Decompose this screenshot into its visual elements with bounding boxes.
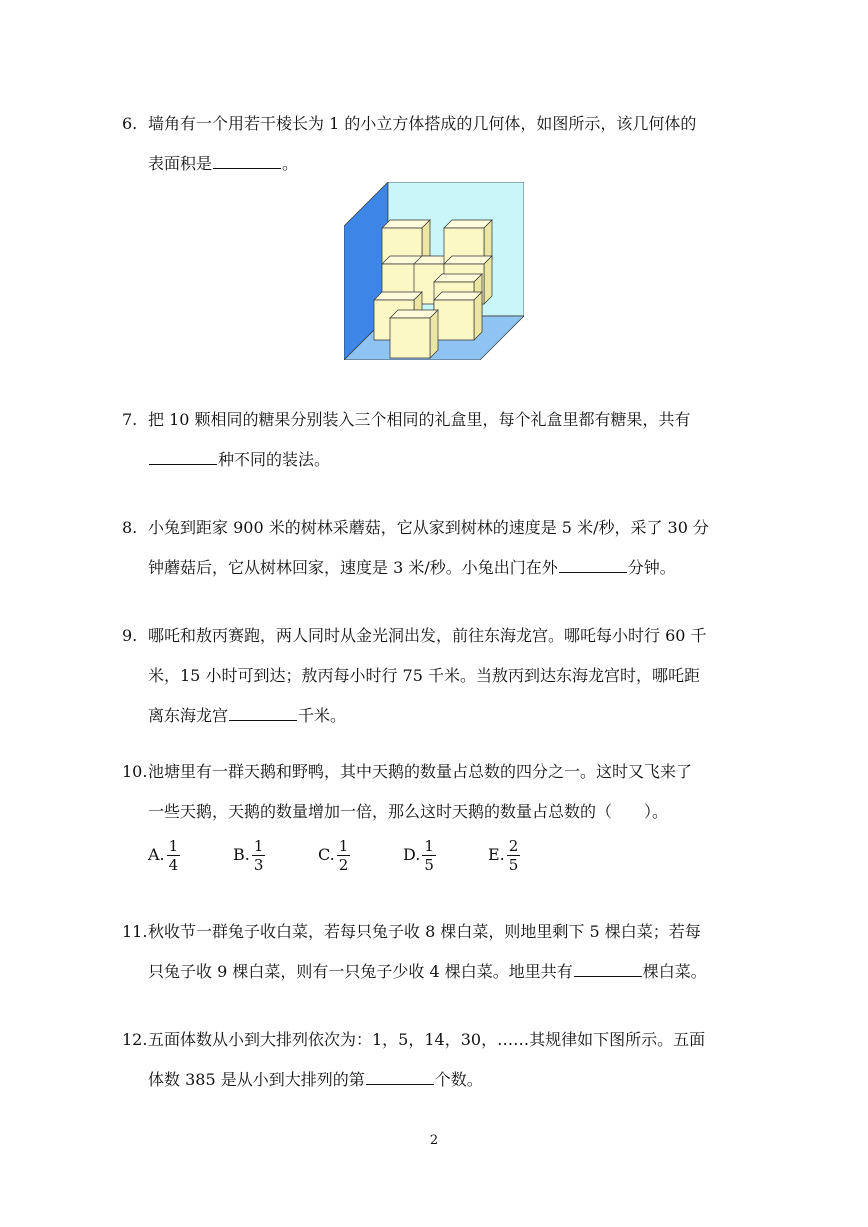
answer-blank[interactable] (213, 154, 281, 169)
cube-8-side (474, 292, 482, 340)
option-label: D. (403, 845, 421, 864)
numerator: 1 (338, 836, 349, 855)
fraction (507, 837, 521, 874)
text-segment: 表面积是 (148, 154, 213, 173)
text-segment: 离东海龙宫 (148, 706, 229, 725)
text-line (148, 1060, 752, 1100)
question-text (148, 1020, 752, 1100)
denominator: 3 (253, 855, 264, 874)
text-line (148, 952, 752, 992)
text-line (148, 508, 752, 548)
text-segment: 体数 385 是从小到大排列的第 (148, 1070, 365, 1089)
question-8 (122, 508, 752, 588)
option-label: C. (318, 845, 335, 864)
question-number: 10. (122, 762, 148, 781)
text-line (148, 144, 752, 184)
text-line (148, 752, 752, 792)
answer-options (148, 832, 752, 878)
fraction (252, 837, 266, 874)
denominator: 5 (424, 855, 434, 874)
question-number: 12. (122, 1030, 148, 1049)
text-line (148, 792, 752, 832)
text-segment: 一些天鹅，天鹅的数量增加一倍，那么这时天鹅的数量占总数的（ ）。 (148, 802, 669, 821)
text-segment: 。 (282, 154, 299, 173)
text-segment: 五面体数从小到大排列依次为：1，5，14，30，……其规律如下图所示。五面 (148, 1030, 706, 1049)
question-11 (122, 912, 752, 992)
fraction (337, 837, 351, 874)
question-text (148, 508, 752, 588)
text-line (148, 696, 752, 736)
option-b[interactable] (233, 835, 318, 875)
cube-9-front (390, 318, 430, 358)
text-line (148, 656, 752, 696)
question-number: 9. (122, 626, 138, 645)
text-line (148, 400, 752, 440)
text-line (148, 1020, 752, 1060)
text-segment: 秋收节一群兔子收白菜，若每只兔子收 8 棵白菜，则地里剩下 5 棵白菜；若每 (148, 922, 701, 941)
question-text (148, 400, 752, 480)
text-line (148, 548, 752, 588)
text-segment: 只兔子收 9 棵白菜，则有一只兔子少收 4 棵白菜。地里共有 (148, 962, 573, 981)
text-line (148, 440, 752, 480)
text-segment: 墙角有一个用若干棱长为 1 的小立方体搭成的几何体，如图所示，该几何体的 (148, 114, 697, 133)
answer-blank[interactable] (559, 558, 627, 573)
text-segment: 个数。 (434, 1070, 483, 1089)
question-number: 7. (122, 410, 138, 429)
question-number: 11. (122, 922, 148, 941)
page-number: 2 (429, 1133, 439, 1148)
numerator: 2 (508, 836, 519, 855)
cube-5-side (484, 256, 492, 304)
answer-blank[interactable] (366, 1070, 434, 1085)
text-segment: 小兔到距家 900 米的树林采蘑菇，它从家到树林的速度是 5 米/秒，采了 30 分 (148, 518, 709, 537)
text-line (148, 104, 752, 144)
text-segment: 把 10 颗相同的糖果分别装入三个相同的礼盒里，每个礼盒里都有糖果，共有 (148, 410, 691, 429)
answer-blank[interactable] (574, 962, 642, 977)
fraction (167, 837, 181, 874)
numerator: 1 (424, 836, 434, 855)
question-text (148, 752, 752, 832)
text-segment: 钟蘑菇后，它从树林回家，速度是 3 米/秒。小兔出门在外 (148, 558, 558, 577)
question-text (148, 616, 752, 736)
fraction (422, 837, 436, 874)
question-number: 8. (122, 518, 138, 537)
question-12 (122, 1020, 752, 1100)
option-label: B. (233, 845, 250, 864)
text-segment: 千米。 (298, 706, 347, 725)
option-d[interactable] (403, 835, 488, 875)
cube-stack-figure (344, 182, 524, 360)
text-segment: 种不同的装法。 (218, 450, 331, 469)
question-number: 6. (122, 114, 138, 133)
option-a[interactable] (148, 835, 233, 875)
question-9 (122, 616, 752, 736)
numerator: 1 (168, 836, 179, 855)
denominator: 2 (338, 855, 349, 874)
question-10 (122, 752, 752, 878)
text-segment: 哪吒和敖丙赛跑，两人同时从金光洞出发，前往东海龙宫。哪吒每小时行 60 千 (148, 626, 707, 645)
text-line (148, 616, 752, 656)
question-text (148, 104, 752, 184)
option-e[interactable] (488, 835, 573, 875)
question-text (148, 912, 752, 992)
question-7 (122, 400, 752, 480)
option-label: E. (488, 845, 505, 864)
text-segment: 分钟。 (627, 558, 676, 577)
text-segment: 池塘里有一群天鹅和野鸭，其中天鹅的数量占总数的四分之一。这时又飞来了 (148, 762, 693, 781)
answer-blank[interactable] (229, 706, 297, 721)
text-segment: 米，15 小时可到达；敖丙每小时行 75 千米。当敖丙到达东海龙宫时，哪吒距 (148, 666, 700, 685)
cube-8-front (434, 300, 474, 340)
answer-blank[interactable] (149, 450, 217, 465)
denominator: 5 (508, 855, 519, 874)
cube-9-side (430, 310, 438, 358)
text-segment: 棵白菜。 (642, 962, 707, 981)
denominator: 4 (168, 855, 179, 874)
option-c[interactable] (318, 835, 403, 875)
text-line (148, 912, 752, 952)
question-6 (122, 104, 752, 184)
option-label: A. (148, 845, 165, 864)
numerator: 1 (253, 836, 264, 855)
